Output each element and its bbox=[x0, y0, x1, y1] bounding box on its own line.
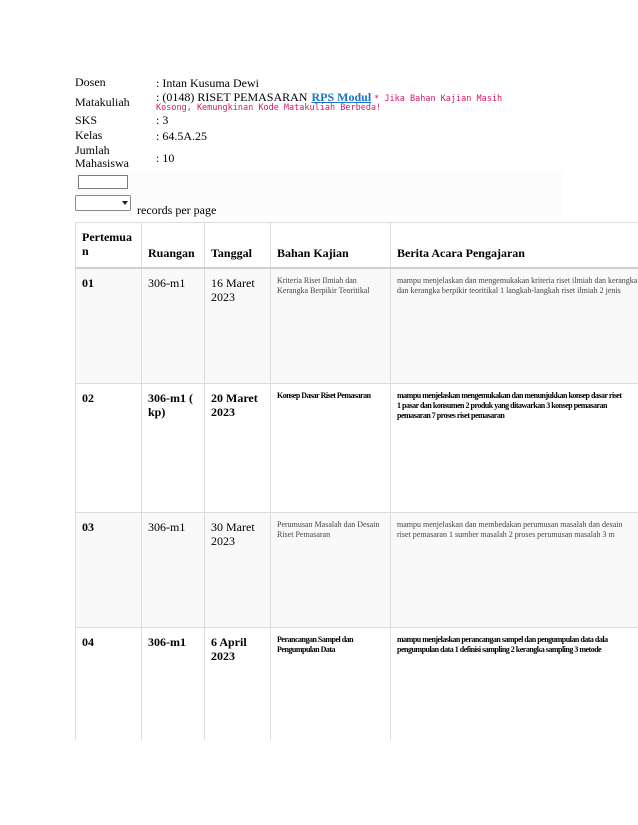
header-pertemuan-line2: n bbox=[82, 244, 89, 258]
berita-line: dan kerangka berpikir teoritikal 1 langkah-langkah riset ilmiah 2 jenis bbox=[397, 286, 621, 295]
berita-line: riset pemasaran 1 sumber masalah 2 proses perumusan masalah 3 m bbox=[397, 530, 615, 539]
cell-bahan: Kriteria Riset Ilmiah dan Kerangka Berpikir Teoritikal bbox=[271, 268, 391, 384]
cell-berita bbox=[391, 513, 638, 628]
berita-line: pemasaran 7 proses riset pemasaran bbox=[397, 411, 505, 420]
cell-bahan: Perancangan Sampel dan Pengumpulan Data bbox=[271, 628, 391, 741]
cell-berita bbox=[391, 628, 638, 741]
header-pertemuan-line1: Pertemua bbox=[82, 230, 132, 244]
cell-bahan: Konsep Dasar Riset Pemasaran bbox=[271, 384, 391, 513]
matakuliah-note: * Jika Bahan Kajian Masih bbox=[374, 94, 503, 104]
cell-tanggal: 20 Maret 2023 bbox=[205, 384, 271, 513]
header-berita[interactable] bbox=[391, 223, 638, 269]
cell-berita bbox=[391, 384, 638, 513]
matakuliah-value: : (0148) RISET PEMASARAN bbox=[156, 90, 308, 104]
jumlah-label-line2: Mahasiswa bbox=[75, 156, 129, 170]
header-bahan[interactable] bbox=[271, 223, 391, 269]
kelas-value: : 64.5A.25 bbox=[156, 129, 207, 143]
berita-line: mampu menjelaskan dan membedakan perumusan masalah dan desain bbox=[397, 520, 623, 529]
kelas-label: Kelas bbox=[75, 128, 103, 142]
matakuliah-label: Matakuliah bbox=[75, 95, 130, 109]
cell-tanggal: 16 Maret 2023 bbox=[205, 268, 271, 384]
table-row bbox=[76, 384, 638, 513]
header-bahan-label: Bahan Kajian bbox=[277, 246, 349, 260]
sks-label: SKS bbox=[75, 113, 98, 127]
table-controls bbox=[75, 172, 562, 216]
dosen-label: Dosen bbox=[75, 75, 106, 89]
header-tanggal[interactable] bbox=[205, 223, 271, 269]
attendance-table bbox=[75, 222, 638, 740]
rps-modul-link[interactable]: RPS Modul bbox=[311, 90, 372, 104]
records-per-page-select[interactable] bbox=[75, 195, 131, 211]
cell-berita bbox=[391, 268, 638, 384]
header-pertemuan[interactable] bbox=[76, 223, 142, 269]
header-berita-label: Berita Acara Pengajaran bbox=[397, 246, 525, 260]
header-ruangan-label: Ruangan bbox=[148, 246, 195, 260]
cell-tanggal: 6 April 2023 bbox=[205, 628, 271, 741]
cell-pertemuan: 01 bbox=[76, 268, 142, 384]
berita-line: mampu menjelaskan perancangan sampel dan pengumpulan data dala bbox=[397, 635, 608, 644]
cell-ruangan: 306-m1 bbox=[142, 513, 205, 628]
attendance-table-wrapper bbox=[75, 222, 638, 740]
berita-line: 1 pasar dan konsumen 2 produk yang ditawarkan 3 konsep pemasaran bbox=[397, 401, 607, 410]
cell-tanggal: 30 Maret 2023 bbox=[205, 513, 271, 628]
cell-bahan: Perumusan Masalah dan Desain Riset Pemasaran bbox=[271, 513, 391, 628]
search-input[interactable] bbox=[78, 175, 128, 189]
cell-ruangan: 306-m1 bbox=[142, 628, 205, 741]
cell-ruangan: 306-m1 bbox=[142, 268, 205, 384]
records-per-page-label: records per page bbox=[137, 203, 217, 217]
table-row bbox=[76, 513, 638, 628]
jumlah-label-line1: Jumlah bbox=[75, 143, 110, 157]
table-row bbox=[76, 268, 638, 384]
sks-value: : 3 bbox=[156, 113, 169, 127]
berita-line: pengumpulan data 1 definisi sampling 2 kerangka sampling 3 metode bbox=[397, 645, 602, 654]
header-ruangan[interactable] bbox=[142, 223, 205, 269]
matakuliah-note-line2: Kosong, Kemungkinan Kode Matakuliah Berbeda! bbox=[156, 103, 382, 113]
cell-pertemuan: 03 bbox=[76, 513, 142, 628]
table-header-row bbox=[76, 223, 638, 269]
table-row bbox=[76, 628, 638, 741]
berita-line: mampu menjelaskan dan mengemukakan kriteria riset ilmiah dan kerangka bbox=[397, 276, 638, 285]
chevron-down-icon bbox=[122, 201, 128, 205]
cell-ruangan: 306-m1 ( kp) bbox=[142, 384, 205, 513]
cell-pertemuan: 04 bbox=[76, 628, 142, 741]
cell-pertemuan: 02 bbox=[76, 384, 142, 513]
berita-line: mampu menjelaskan mengemukakan dan menunjukkan konsep dasar riset bbox=[397, 391, 622, 400]
jumlah-value: : 10 bbox=[156, 151, 175, 165]
dosen-value: : Intan Kusuma Dewi bbox=[156, 76, 259, 90]
header-tanggal-label: Tanggal bbox=[211, 246, 252, 260]
